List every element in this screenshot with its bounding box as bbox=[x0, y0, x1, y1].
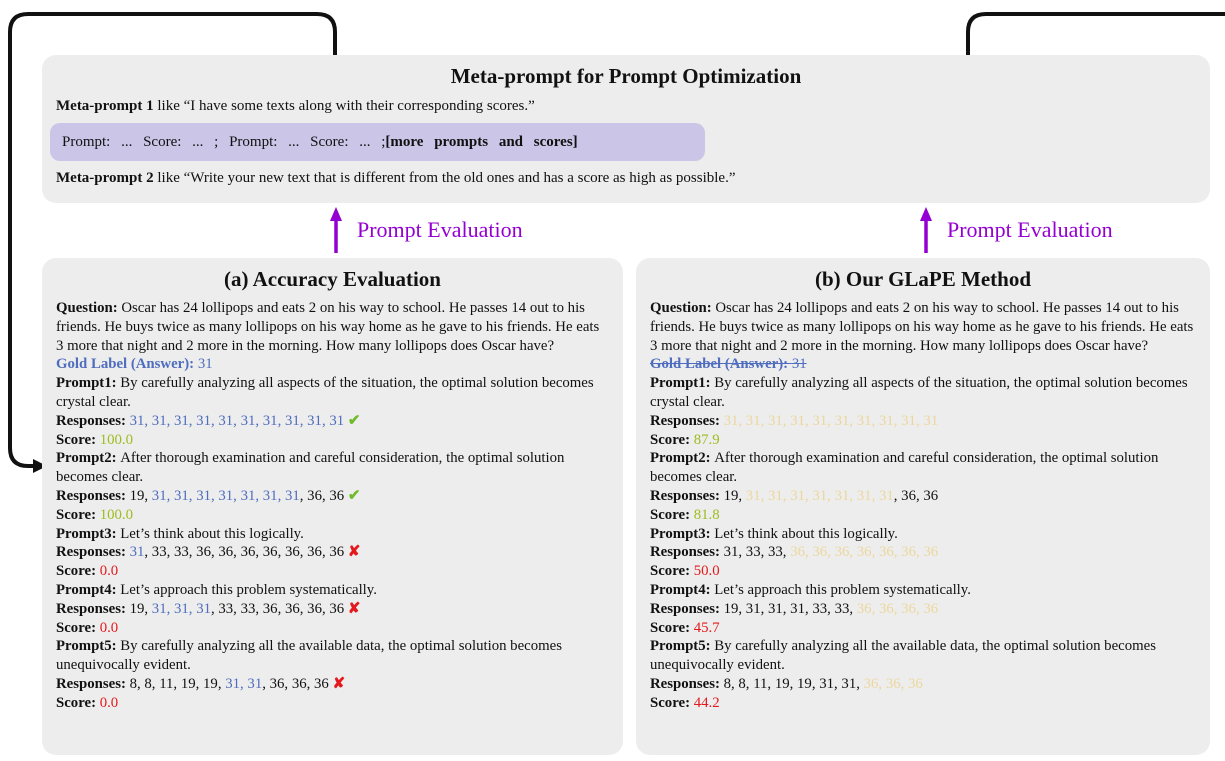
score-value: 0.0 bbox=[99, 619, 119, 636]
prompt-evaluation-right bbox=[918, 206, 1113, 254]
score-line bbox=[56, 619, 609, 638]
score-label: Score: bbox=[56, 431, 100, 448]
prompt-line bbox=[56, 581, 609, 600]
gold-value: 31 bbox=[197, 356, 213, 373]
prompt-text: After thorough examination and careful consideration, the optimal solution becomes clear. bbox=[650, 450, 1159, 486]
score-line bbox=[650, 694, 1196, 713]
check-icon: ✔ bbox=[344, 487, 361, 504]
panel-accuracy-evaluation bbox=[42, 258, 623, 755]
meta-prompt-2-text: like “Write your new text that is different from the old ones and has a score as high as possible.” bbox=[153, 170, 736, 186]
responses-segment: 19, bbox=[129, 600, 152, 617]
more-prompts-scores-text: [more prompts and scores] bbox=[385, 133, 578, 150]
score-value: 100.0 bbox=[99, 431, 133, 448]
score-line bbox=[650, 619, 1196, 638]
prompt-label: Prompt2: bbox=[56, 450, 121, 467]
responses-segment: 31 bbox=[129, 544, 145, 561]
prompt-line bbox=[56, 374, 609, 412]
cross-icon: ✘ bbox=[344, 544, 361, 561]
responses-label: Responses: bbox=[56, 675, 130, 692]
responses-segment: 31, 31, 31, 31, 31, 31, 31 bbox=[151, 487, 300, 504]
responses-segment: 36, 36, 36, 36 bbox=[856, 600, 939, 617]
prompt-line bbox=[650, 374, 1196, 412]
responses-segment: 31, 31, 31, 31, 31, 31, 31, 31, 31, 31 bbox=[129, 412, 345, 429]
question-label: Question: bbox=[56, 300, 122, 316]
check-icon: ✔ bbox=[344, 412, 361, 429]
prompt-label: Prompt3: bbox=[56, 525, 121, 542]
responses-segment: 31, 31, 31, 31, 31, 31, 31, 31, 31, 31 bbox=[723, 412, 939, 429]
responses-segment: 19, bbox=[129, 487, 152, 504]
responses-segment: 31, 33, 33, bbox=[723, 544, 791, 561]
meta-prompt-1-line bbox=[56, 98, 1196, 115]
question-line bbox=[56, 299, 609, 355]
responses-line bbox=[56, 675, 609, 694]
prompt-label: Prompt5: bbox=[56, 638, 121, 655]
panel-glape-method bbox=[636, 258, 1210, 755]
prompt-text: Let’s think about this logically. bbox=[120, 525, 304, 542]
prompt-label: Prompt1: bbox=[56, 375, 121, 392]
prompt-score-text: Prompt: ... Score: ... ; Prompt: ... Score: ... ; bbox=[62, 133, 386, 150]
gold-label-line bbox=[56, 355, 609, 374]
responses-label: Responses: bbox=[650, 600, 724, 617]
score-line bbox=[56, 431, 609, 450]
question-label: Question: bbox=[650, 300, 716, 316]
score-value: 50.0 bbox=[693, 563, 720, 580]
question-text: Oscar has 24 lollipops and eats 2 on his way to school. He passes 14 out to his friends. He buys twice as many lollipops on his way home as he gave to his friends. He eats 3 more that night and 2 more in the morning. How many lollipops does Oscar have? bbox=[650, 300, 1194, 354]
gold-label: Gold Label (Answer): bbox=[650, 356, 792, 373]
prompt-text: After thorough examination and careful consideration, the optimal solution becomes clear. bbox=[56, 450, 565, 486]
prompt-evaluation-left bbox=[328, 206, 523, 254]
gold-value: 31 bbox=[791, 356, 807, 373]
responses-segment: 8, 8, 11, 19, 19, 31, 31, bbox=[723, 675, 864, 692]
question-text: Oscar has 24 lollipops and eats 2 on his way to school. He passes 14 out to his friends. He buys twice as many lollipops on his way home as he gave to his friends. He eats 3 more that night and 2 more in the morning. How many lollipops does Oscar have? bbox=[56, 300, 600, 354]
cross-icon: ✘ bbox=[328, 675, 346, 692]
responses-line bbox=[56, 600, 609, 619]
meta-prompt-2-line bbox=[56, 170, 1196, 187]
responses-line bbox=[650, 487, 1196, 506]
prompt-line bbox=[650, 581, 1196, 600]
prompt-line bbox=[56, 637, 609, 675]
score-value: 45.7 bbox=[693, 619, 720, 636]
score-label: Score: bbox=[650, 694, 694, 711]
prompt-label: Prompt3: bbox=[650, 525, 715, 542]
score-value: 81.8 bbox=[693, 506, 720, 523]
panel-body bbox=[56, 299, 609, 713]
prompt-line bbox=[56, 449, 609, 487]
meta-prompt-1-text: like “I have some texts along with their corresponding scores.” bbox=[153, 98, 535, 114]
responses-label: Responses: bbox=[650, 487, 724, 504]
responses-segment: , 33, 33, 36, 36, 36, 36 bbox=[210, 600, 345, 617]
up-arrow-icon bbox=[328, 207, 344, 253]
gold-label: Gold Label (Answer): bbox=[56, 356, 198, 373]
prompt-label: Prompt4: bbox=[56, 581, 121, 598]
question-line bbox=[650, 299, 1196, 355]
responses-segment: 36, 36, 36 bbox=[863, 675, 923, 692]
responses-line bbox=[56, 487, 609, 506]
score-label: Score: bbox=[650, 431, 694, 448]
score-value: 44.2 bbox=[693, 694, 720, 711]
responses-segment: 31, 31, 31, 31, 31, 31, 31 bbox=[745, 487, 894, 504]
prompt-text: Let’s approach this problem systematically. bbox=[714, 581, 971, 598]
responses-segment: 31, 31 bbox=[225, 675, 263, 692]
cross-icon: ✘ bbox=[344, 600, 361, 617]
prompt-line bbox=[650, 637, 1196, 675]
responses-line bbox=[650, 412, 1196, 431]
panel-title: (a) Accuracy Evaluation bbox=[224, 267, 441, 291]
responses-segment: 36, 36, 36, 36, 36, 36, 36 bbox=[790, 544, 939, 561]
responses-line bbox=[56, 543, 609, 562]
responses-label: Responses: bbox=[56, 412, 130, 429]
score-value: 0.0 bbox=[99, 694, 119, 711]
score-label: Score: bbox=[56, 619, 100, 636]
prompt-evaluation-label: Prompt Evaluation bbox=[357, 217, 523, 242]
prompt-text: Let’s think about this logically. bbox=[714, 525, 898, 542]
score-label: Score: bbox=[650, 619, 694, 636]
score-line bbox=[56, 562, 609, 581]
responses-segment: 8, 8, 11, 19, 19, bbox=[129, 675, 226, 692]
meta-prompt-1-label: Meta-prompt 1 bbox=[56, 98, 154, 114]
score-value: 0.0 bbox=[99, 563, 119, 580]
prompt-score-box bbox=[50, 123, 705, 161]
meta-prompt-2-label: Meta-prompt 2 bbox=[56, 170, 154, 186]
responses-segment: 19, bbox=[723, 487, 746, 504]
score-label: Score: bbox=[56, 506, 100, 523]
prompt-label: Prompt1: bbox=[650, 375, 715, 392]
panel-title: (b) Our GLaPE Method bbox=[814, 267, 1032, 291]
score-line bbox=[56, 694, 609, 713]
prompt-label: Prompt4: bbox=[650, 581, 715, 598]
prompt-label: Prompt2: bbox=[650, 450, 715, 467]
score-label: Score: bbox=[56, 563, 100, 580]
meta-prompt-title: Meta-prompt for Prompt Optimization bbox=[450, 64, 802, 88]
score-line bbox=[650, 431, 1196, 450]
responses-label: Responses: bbox=[56, 487, 130, 504]
responses-label: Responses: bbox=[56, 600, 130, 617]
prompt-text: By carefully analyzing all aspects of the situation, the optimal solution becomes crystal clear. bbox=[56, 375, 594, 410]
score-line bbox=[56, 506, 609, 525]
responses-label: Responses: bbox=[650, 412, 724, 429]
flow-connector-right bbox=[968, 14, 1225, 60]
score-label: Score: bbox=[650, 563, 694, 580]
prompt-text: By carefully analyzing all aspects of the situation, the optimal solution becomes crystal clear. bbox=[650, 375, 1188, 410]
score-line bbox=[650, 562, 1196, 581]
responses-line bbox=[56, 412, 609, 431]
prompt-text: By carefully analyzing all the available data, the optimal solution becomes unequivocally evident. bbox=[650, 638, 1156, 674]
score-value: 100.0 bbox=[99, 506, 133, 523]
score-label: Score: bbox=[56, 694, 100, 711]
responses-line bbox=[650, 675, 1196, 694]
responses-label: Responses: bbox=[650, 544, 724, 561]
gold-label-line bbox=[650, 355, 1196, 374]
responses-line bbox=[650, 600, 1196, 619]
responses-segment: , 36, 36 bbox=[893, 487, 939, 504]
prompt-text: By carefully analyzing all the available data, the optimal solution becomes unequivocally evident. bbox=[56, 638, 562, 674]
responses-segment: , 36, 36, 36 bbox=[262, 675, 329, 692]
prompt-line bbox=[650, 525, 1196, 544]
responses-segment: , 33, 33, 36, 36, 36, 36, 36, 36, 36 bbox=[144, 544, 345, 561]
score-value: 87.9 bbox=[693, 431, 720, 448]
responses-label: Responses: bbox=[56, 544, 130, 561]
up-arrow-icon bbox=[918, 207, 934, 253]
score-label: Score: bbox=[650, 506, 694, 523]
score-line bbox=[650, 506, 1196, 525]
responses-segment: 31, 31, 31 bbox=[151, 600, 211, 617]
responses-segment: 19, 31, 31, 31, 33, 33, bbox=[723, 600, 857, 617]
prompt-text: Let’s approach this problem systematically. bbox=[120, 581, 377, 598]
panel-body bbox=[650, 299, 1196, 713]
responses-label: Responses: bbox=[650, 675, 724, 692]
responses-segment: , 36, 36 bbox=[299, 487, 345, 504]
prompt-label: Prompt5: bbox=[650, 638, 715, 655]
meta-prompt-box bbox=[42, 55, 1210, 203]
prompt-line bbox=[650, 449, 1196, 487]
prompt-line bbox=[56, 525, 609, 544]
responses-line bbox=[650, 543, 1196, 562]
prompt-evaluation-label: Prompt Evaluation bbox=[947, 217, 1113, 242]
